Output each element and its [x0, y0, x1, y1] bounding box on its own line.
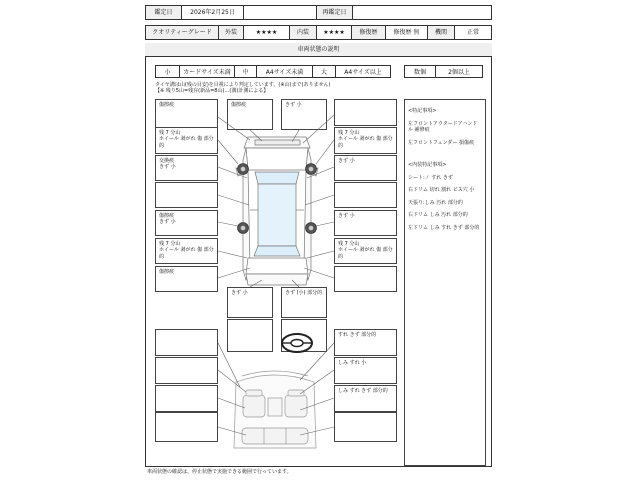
legend-large-desc: A4サイズ以上: [335, 65, 391, 78]
tire-note-2: 【※ 残り5山=残存(新品=8山)…(溝)計測による】: [155, 88, 269, 94]
interior-note-line: 右ドリム しみ 汚れ 部分的: [408, 212, 468, 219]
tire-note-1: タイヤ溝は山(残の目安)を目視により判定しています。(※山)まで(ありません): [155, 82, 331, 88]
damage-box-left-7: 傷擦痕: [155, 266, 218, 292]
special-note-line: 左フロントフェンダー 損傷痕: [408, 139, 474, 146]
repair-history-label: 修復歴: [351, 25, 386, 40]
damage-box-right-5: きず 小: [334, 210, 397, 236]
damage-box-left-3: 交換痕 きず 小: [155, 155, 218, 181]
legend-large: 大: [312, 65, 336, 78]
appraisal-date-label: 鑑定日: [145, 5, 182, 20]
damage-box-top-left: 傷擦痕: [155, 99, 218, 130]
interior-notes-header: <内装特記事項>: [408, 162, 447, 169]
legend-medium-desc: A4サイズ未満: [256, 65, 313, 78]
legend-count: 数個: [404, 65, 436, 78]
interior-note-line: 左ドリム しみ すれ きず 部分的: [408, 224, 480, 231]
damage-box-bottom-center: きず (小) 部分的: [281, 287, 327, 318]
appraisal-date-value: 2026年2月25日: [181, 5, 244, 20]
damage-box-top-right: きず 小: [281, 99, 327, 130]
repair-history-value: 修復歴 無: [385, 25, 428, 40]
reappraisal-date-label: 再鑑定日: [316, 5, 353, 20]
damage-box-left-6: 残 7 分山 ホイール 剥がれ 傷 部分的: [155, 238, 218, 264]
legend-count-desc: 2個以上: [435, 65, 483, 78]
interior-note-line: 右ドリム 切れ 割れ ビス穴 小: [408, 187, 475, 194]
quality-grade-label: クオリティーグレード: [145, 25, 219, 40]
interior-note-line: シート:ノ すれ きず: [408, 174, 453, 181]
interior-box-right-3: しみ すれ きず 部分的: [334, 385, 397, 412]
interior-rating: ★★★★: [316, 25, 352, 40]
engine-value: 正常: [454, 25, 492, 40]
exterior-label: 外装: [218, 25, 244, 40]
legend-small-desc: カードサイズ未満: [179, 65, 235, 78]
section-title: 車両状態の説明: [145, 43, 492, 57]
interior-note-line: 天張り:しみ 汚れ 部分的: [408, 199, 463, 206]
damage-box-right-2: 残 7 分山 ホイール 剥がれ 傷 部分的: [334, 127, 397, 154]
damage-box-right-3: きず 小: [334, 155, 397, 181]
special-note-line: 左フロントアウタードアハンドル 補修痕: [408, 120, 478, 133]
damage-box-top-center: 傷擦痕: [227, 99, 273, 130]
interior-box-right-1: すれ きず 部分的: [334, 329, 397, 356]
legend-medium: 中: [234, 65, 257, 78]
interior-label: 内装: [289, 25, 317, 40]
damage-box-left-5: 傷擦痕 きず 小: [155, 210, 218, 236]
damage-box-bottom-left: きず 小: [227, 287, 273, 318]
damage-box-left-2: 残 7 分山 ホイール 剥がれ 傷 部分的: [155, 127, 218, 154]
special-notes-header: <特記事項>: [408, 108, 437, 115]
legend-small: 小: [155, 65, 180, 78]
footer-note: 車両状態の確認は、停止状態で実施できる範囲で行っています。: [147, 469, 292, 475]
damage-box-right-6: 残 7 分山 ホイール 剥がれ 傷 部分的: [334, 238, 397, 264]
engine-label: 機関: [427, 25, 455, 40]
interior-box-right-2: しみ すれ 小: [334, 357, 397, 384]
exterior-rating: ★★★★: [243, 25, 290, 40]
